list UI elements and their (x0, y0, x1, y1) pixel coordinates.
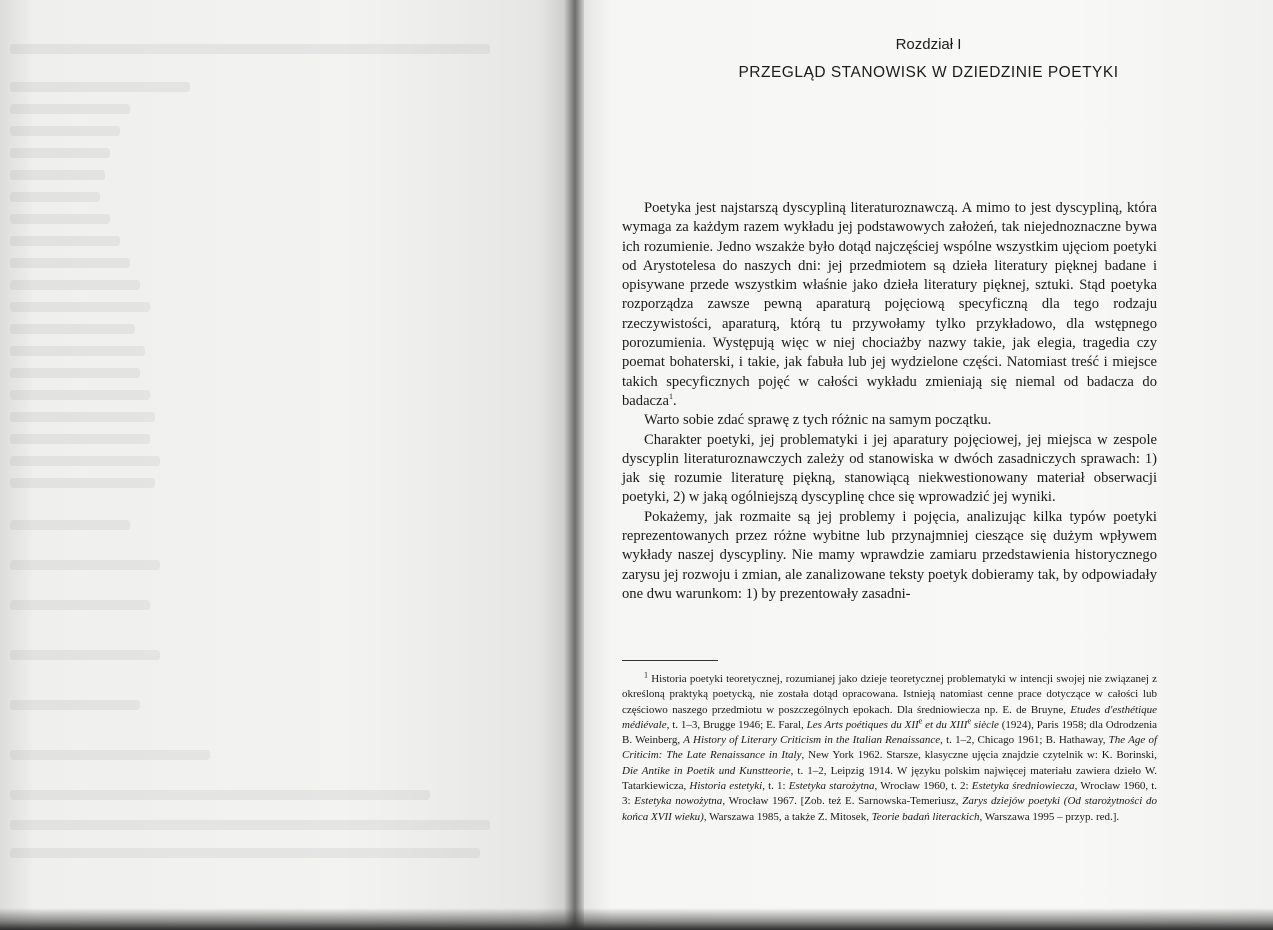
footnote: $^1$ Historia poetyki teoretycznej, rozumianej jako dzieje teoretycznej problematyki w intencji swojej nie związanej z określoną praktyką poetycką, nie została dotąd opracowana. Istnieją natomiast cenne prace dotyczące w całości lub częściowo naszego przedmiotu w poszczególnych epokach. Dla średniowiecza np. E. de Bruyne, Etudes d'esthétique médiévale, t. 1–3, Brugge 1946; E. Faral, Les Arts poétiques du XIIe et du XIIIe siècle (1924), Paris 1958; dla Odrodzenia B. Weinberg, A History of Literary Criticism in the Italian Renaissance, t. 1–2, Chicago 1961; B. Hathaway, The Age of Criticim: The Late Renaissance in Italy, New York 1962. Starsze, klasyczne ujęcia znajdzie czytelnik w: K. Borinski, Die Antike in Poetik und Kunstteorie, t. 1–2, Leipzig 1914. W języku polskim najwięcej materiału zawiera dzieło W. Tatarkiewicza, Historia estetyki, t. 1: Estetyka starożytna, Wrocław 1960, t. 2: Estetyka średniowiecza, Wrocław 1960, t. 3: Estetyka nowożytna, Wrocław 1967. [Zob. też E. Sarnowska-Temeriusz, Zarys dziejów poetyki (Od starożytności do końca XVII wieku), Warszawa 1985, a także Z. Mitosek, Teorie badań literackich, Warszawa 1995 – przyp. red.]. (622, 670, 1158, 823)
footnote-separator (622, 660, 718, 661)
footnote-reference[interactable]: 1 (668, 392, 673, 402)
footnote-marker: 1 (644, 670, 648, 680)
paragraph: Pokażemy, jak rozmaite są jej problemy i pojęcia, analizując kilka typów poetyki reprezentowanych przez różne wybitne lub przynajmniej cieszące się dużym wpływem wykłady naszej dyscypliny. Nie mamy wprawdzie zamiaru przedstawienia historycznego zarysu jej rozwoju i zmian, ale zanalizowane teksty poetyk dobieramy tak, by odpowiadały one dwu warunkom: 1) by prezentowały zasadni- (622, 508, 1157, 602)
left-page (0, 0, 572, 930)
right-page (584, 0, 1273, 930)
chapter-title: PRZEGLĄD STANOWISK W DZIEDZINIE POETYKI (738, 64, 1119, 81)
paragraph: Poetyka jest najstarszą dyscypliną literaturoznawczą. A mimo to jest dyscypliną, która wymaga za każdym razem wykładu jej podstawowych założeń, tak niejednoznaczne bywa ich rozumienie. Jedno wszakże było dotąd najczęściej wspólne wszystkim ujęciom poetyki od Arystotelesa do naszych dni: jej przedmiotem są dzieła literatury pięknej badane i opisywane przede wszystkim właśnie jako dzieła literatury pięknej, sztuki. Stąd poetyka rozporządza zawsze pewną aparaturą pojęciową specyficzną dla tego rodzaju rzeczywistości, aparaturą, którą tu przywołamy tylko przykładowo, dla wstępnego porozumienia. Występują więc w niej chociażby nazwy takie, jak elegia, tragedia czy poemat bohaterski, i takie, jak fabuła lub jej wydzielone części. Natomiast treść i miejsce takich specyficznych pojęć w całości wykładu zmieniają się niemal od badacza do badacza$^1$. (622, 200, 1157, 409)
scan-bottom-edge (0, 908, 1273, 930)
body-text (622, 199, 1157, 604)
book-gutter (564, 0, 586, 930)
chapter-label: Rozdział I (895, 36, 962, 53)
paragraph: Charakter poetyki, jej problematyki i jej aparatury pojęciowej, jej miejsca w zespole dyscyplin literaturoznawczych zależy od stanowiska w dwóch zasadniczych sprawach: 1) jak się rozumie literaturę piękną, stanowiącą niekwestionowany materiał obserwacji poetyki, 2) w jaką ogólniejszą dyscyplinę chce się wprowadzić jej wyniki. (622, 431, 1157, 506)
paragraph: Warto sobie zdać sprawę z tych różnic na samym początku. (644, 412, 992, 429)
